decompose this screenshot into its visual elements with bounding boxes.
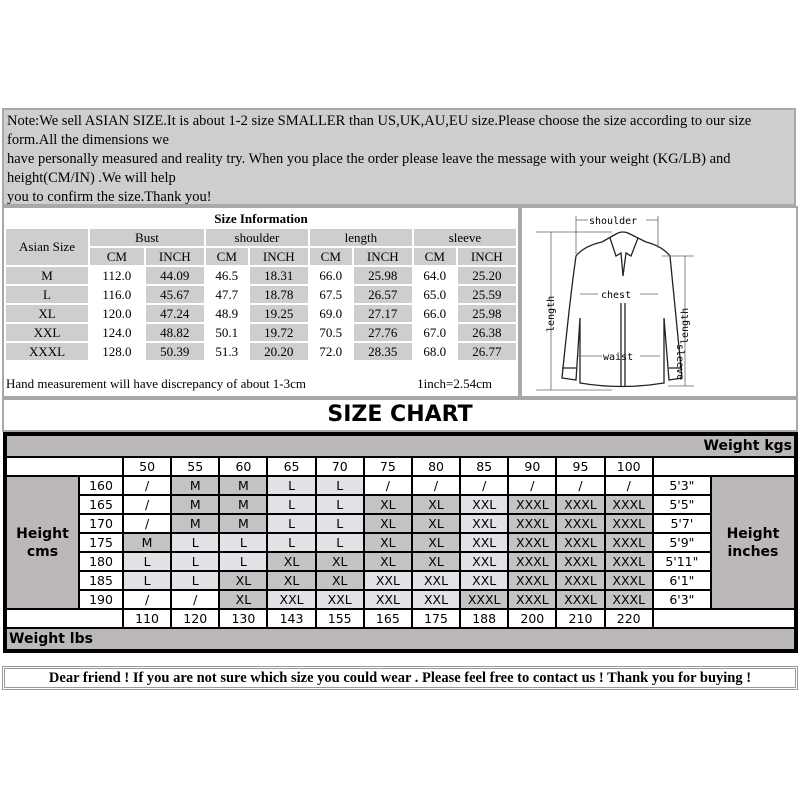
contact-footer: Dear friend ! If you are not sure which size you could wear . Please feel free to contact us ! Thank you for buying ! <box>2 666 798 690</box>
size-cell: M <box>219 514 267 533</box>
size-cell: XXL <box>460 552 508 571</box>
size-cell: L <box>219 533 267 552</box>
size-cell: XXL <box>364 590 412 609</box>
measurement-value: 65.0 <box>414 286 456 303</box>
size-cell: XXL <box>460 571 508 590</box>
size-info-row <box>6 267 516 284</box>
measurement-value: 116.0 <box>90 286 144 303</box>
note-line: height(CM/IN) .We will help <box>7 170 176 186</box>
measurement-value: 44.09 <box>146 267 204 284</box>
height-inch-value: 5'11" <box>653 552 711 571</box>
size-cell: XXXL <box>556 533 604 552</box>
lb-value: 130 <box>219 609 267 628</box>
measurement-value: 19.25 <box>250 305 308 322</box>
lb-value: 143 <box>267 609 315 628</box>
measurement-footnote: Hand measurement will have discrepancy of about 1-3cm <box>6 376 306 391</box>
measurement-value: 64.0 <box>414 267 456 284</box>
size-cell: XXL <box>364 571 412 590</box>
size-cell: L <box>219 552 267 571</box>
size-note <box>2 108 796 206</box>
size-cell: XXL <box>460 514 508 533</box>
measurement-value: 128.0 <box>90 343 144 360</box>
unit-header: CM <box>414 248 456 265</box>
size-cell: XL <box>412 533 460 552</box>
weight-kgs-label: Weight kgs <box>6 435 795 457</box>
shirt-diagram-panel <box>520 206 798 398</box>
group-header-length: length <box>310 229 412 246</box>
size-information-title: Size Information <box>6 210 516 227</box>
measurement-value: 47.24 <box>146 305 204 322</box>
unit-header: INCH <box>250 248 308 265</box>
note-line: Note:We sell ASIAN SIZE.It is about 1-2 size SMALLER than US,UK,AU,EU size.Please choose the size according to our size <box>7 113 752 129</box>
measurement-value: 19.72 <box>250 324 308 341</box>
size-cell: XXL <box>412 571 460 590</box>
measurement-value: 18.31 <box>250 267 308 284</box>
size-cell: XL <box>267 552 315 571</box>
size-chart-grid <box>3 432 798 653</box>
size-info-row <box>6 324 516 341</box>
kg-value: 55 <box>171 457 219 476</box>
size-cell: XXXL <box>508 514 556 533</box>
waist-label: waist <box>603 352 634 363</box>
size-cell: XXXL <box>556 552 604 571</box>
size-cell: M <box>171 514 219 533</box>
height-row <box>6 571 795 590</box>
measurement-value: 50.39 <box>146 343 204 360</box>
size-cell: XL <box>412 495 460 514</box>
size-cell: L <box>316 514 364 533</box>
height-inch-value: 5'3" <box>653 476 711 495</box>
lb-value: 200 <box>508 609 556 628</box>
measurement-value: 50.1 <box>206 324 248 341</box>
size-cell: M <box>171 476 219 495</box>
size-cell: L <box>123 552 171 571</box>
kg-value: 75 <box>364 457 412 476</box>
measurement-value: 26.77 <box>458 343 516 360</box>
measurement-value: 120.0 <box>90 305 144 322</box>
size-label: XXXL <box>6 343 88 360</box>
measurement-value: 47.7 <box>206 286 248 303</box>
size-cell: XL <box>364 533 412 552</box>
measurement-value: 25.20 <box>458 267 516 284</box>
height-inch-value: 6'1" <box>653 571 711 590</box>
size-cell: L <box>316 533 364 552</box>
sleeve-length-label: length <box>680 307 691 344</box>
kg-value: 65 <box>267 457 315 476</box>
measurement-value: 66.0 <box>414 305 456 322</box>
size-cell: XXXL <box>605 514 653 533</box>
size-cell: XXXL <box>460 590 508 609</box>
size-cell: / <box>605 476 653 495</box>
height-inch-value: 5'5" <box>653 495 711 514</box>
group-header-bust: Bust <box>90 229 204 246</box>
kg-value: 90 <box>508 457 556 476</box>
measurement-value: 18.78 <box>250 286 308 303</box>
measurement-value: 51.3 <box>206 343 248 360</box>
size-cell: XL <box>412 552 460 571</box>
size-info-row <box>6 343 516 360</box>
height-cm-value: 175 <box>79 533 123 552</box>
size-cell: / <box>123 590 171 609</box>
size-label: XL <box>6 305 88 322</box>
inch-conversion: 1inch=2.54cm <box>417 376 492 391</box>
lb-value: 175 <box>412 609 460 628</box>
size-cell: / <box>556 476 604 495</box>
size-label: L <box>6 286 88 303</box>
lb-value: 188 <box>460 609 508 628</box>
unit-header: INCH <box>458 248 516 265</box>
size-cell: L <box>316 476 364 495</box>
size-cell: XXXL <box>605 571 653 590</box>
measurement-value: 68.0 <box>414 343 456 360</box>
size-cell: XXXL <box>556 571 604 590</box>
unit-header: INCH <box>146 248 204 265</box>
size-cell: XL <box>316 571 364 590</box>
weight-lbs-label: Weight lbs <box>6 628 795 650</box>
lb-value: 165 <box>364 609 412 628</box>
size-cell: XL <box>267 571 315 590</box>
measurement-value: 112.0 <box>90 267 144 284</box>
height-inch-value: 5'9" <box>653 533 711 552</box>
size-cell: XXXL <box>605 495 653 514</box>
size-cell: / <box>123 514 171 533</box>
height-cm-value: 190 <box>79 590 123 609</box>
measurement-value: 72.0 <box>310 343 352 360</box>
measurement-value: 69.0 <box>310 305 352 322</box>
measurement-value: 25.98 <box>354 267 412 284</box>
size-cell: XXXL <box>605 533 653 552</box>
size-cell: XXL <box>316 590 364 609</box>
size-cell: XL <box>364 552 412 571</box>
size-cell: XL <box>316 552 364 571</box>
height-cm-value: 160 <box>79 476 123 495</box>
note-line: you to confirm the size.Thank you! <box>7 189 212 205</box>
lb-value: 220 <box>605 609 653 628</box>
height-inch-value: 6'3" <box>653 590 711 609</box>
size-cell: XXXL <box>556 590 604 609</box>
kgs-row <box>6 457 795 476</box>
size-cell: / <box>508 476 556 495</box>
size-cell: XXXL <box>508 590 556 609</box>
lb-value: 120 <box>171 609 219 628</box>
unit-header: CM <box>90 248 144 265</box>
shoulder-label: shoulder <box>589 216 638 227</box>
size-information-panel <box>2 206 520 398</box>
size-cell: XXXL <box>556 514 604 533</box>
size-cell: / <box>412 476 460 495</box>
size-cell: XL <box>219 590 267 609</box>
height-row <box>6 495 795 514</box>
kg-value: 50 <box>123 457 171 476</box>
size-cell: XXXL <box>605 552 653 571</box>
kg-value: 100 <box>605 457 653 476</box>
measurement-value: 28.35 <box>354 343 412 360</box>
measurement-value: 66.0 <box>310 267 352 284</box>
lbs-row <box>6 609 795 628</box>
size-cell: XL <box>412 514 460 533</box>
lb-value: 110 <box>123 609 171 628</box>
measurement-value: 124.0 <box>90 324 144 341</box>
lb-value: 210 <box>556 609 604 628</box>
kg-value: 70 <box>316 457 364 476</box>
measurement-value: 45.67 <box>146 286 204 303</box>
sleeve-label: sleeve <box>674 344 685 381</box>
size-cell: L <box>171 552 219 571</box>
kg-value: 80 <box>412 457 460 476</box>
size-cell: M <box>219 476 267 495</box>
measurement-value: 67.0 <box>414 324 456 341</box>
size-cell: XXL <box>460 495 508 514</box>
size-chart-title: SIZE CHART <box>2 398 798 432</box>
size-cell: L <box>171 571 219 590</box>
measurement-value: 27.17 <box>354 305 412 322</box>
size-cell: XXL <box>412 590 460 609</box>
size-cell: / <box>123 495 171 514</box>
group-header-shoulder: shoulder <box>206 229 308 246</box>
measurement-value: 48.9 <box>206 305 248 322</box>
note-line: have personally measured and reality try. When you place the order please leave the message with your weight (KG/LB) and <box>7 151 731 167</box>
size-cell: XXL <box>460 533 508 552</box>
size-cell: XXXL <box>508 571 556 590</box>
measurement-value: 26.38 <box>458 324 516 341</box>
size-cell: L <box>267 476 315 495</box>
size-cell: XXXL <box>508 552 556 571</box>
height-inch-value: 5'7' <box>653 514 711 533</box>
height-row <box>6 552 795 571</box>
size-cell: XXXL <box>605 590 653 609</box>
size-cell: M <box>219 495 267 514</box>
size-cell: / <box>460 476 508 495</box>
height-row <box>6 590 795 609</box>
size-cell: XXL <box>267 590 315 609</box>
size-information-footer <box>6 376 512 392</box>
size-cell: XXXL <box>556 495 604 514</box>
measurement-value: 67.5 <box>310 286 352 303</box>
size-info-row <box>6 305 516 322</box>
size-info-row <box>6 286 516 303</box>
height-row <box>6 533 795 552</box>
note-line: form.All the dimensions we <box>7 132 169 148</box>
shirt-measurement-diagram <box>522 208 796 396</box>
size-cell: XL <box>364 495 412 514</box>
height-row <box>6 476 795 495</box>
size-cell: L <box>267 533 315 552</box>
size-cell: / <box>123 476 171 495</box>
height-row <box>6 514 795 533</box>
height-cm-value: 185 <box>79 571 123 590</box>
unit-header: INCH <box>354 248 412 265</box>
size-label: XXL <box>6 324 88 341</box>
size-cell: L <box>316 495 364 514</box>
size-information-table <box>4 208 518 362</box>
size-cell: XXXL <box>508 533 556 552</box>
size-cell: / <box>364 476 412 495</box>
size-cell: / <box>171 590 219 609</box>
size-cell: M <box>123 533 171 552</box>
asian-size-header: Asian Size <box>6 229 88 265</box>
measurement-value: 25.59 <box>458 286 516 303</box>
size-cell: XXXL <box>508 495 556 514</box>
length-label: length <box>546 295 557 332</box>
measurement-value: 46.5 <box>206 267 248 284</box>
size-label: M <box>6 267 88 284</box>
measurement-value: 70.5 <box>310 324 352 341</box>
measurement-value: 20.20 <box>250 343 308 360</box>
group-header-sleeve: sleeve <box>414 229 516 246</box>
height-cm-value: 180 <box>79 552 123 571</box>
kg-value: 85 <box>460 457 508 476</box>
size-cell: XL <box>364 514 412 533</box>
height-cm-value: 165 <box>79 495 123 514</box>
measurement-value: 25.98 <box>458 305 516 322</box>
measurement-value: 48.82 <box>146 324 204 341</box>
measurement-value: 27.76 <box>354 324 412 341</box>
size-cell: XL <box>219 571 267 590</box>
height-inches-label: Height inches <box>711 476 795 609</box>
size-cell: L <box>123 571 171 590</box>
kg-value: 95 <box>556 457 604 476</box>
size-cell: L <box>267 514 315 533</box>
height-cms-label: Height cms <box>6 476 79 609</box>
lb-value: 155 <box>316 609 364 628</box>
size-cell: M <box>171 495 219 514</box>
unit-header: CM <box>310 248 352 265</box>
unit-header: CM <box>206 248 248 265</box>
chest-label: chest <box>601 290 632 301</box>
kg-value: 60 <box>219 457 267 476</box>
size-cell: L <box>171 533 219 552</box>
height-cm-value: 170 <box>79 514 123 533</box>
size-cell: L <box>267 495 315 514</box>
measurement-value: 26.57 <box>354 286 412 303</box>
